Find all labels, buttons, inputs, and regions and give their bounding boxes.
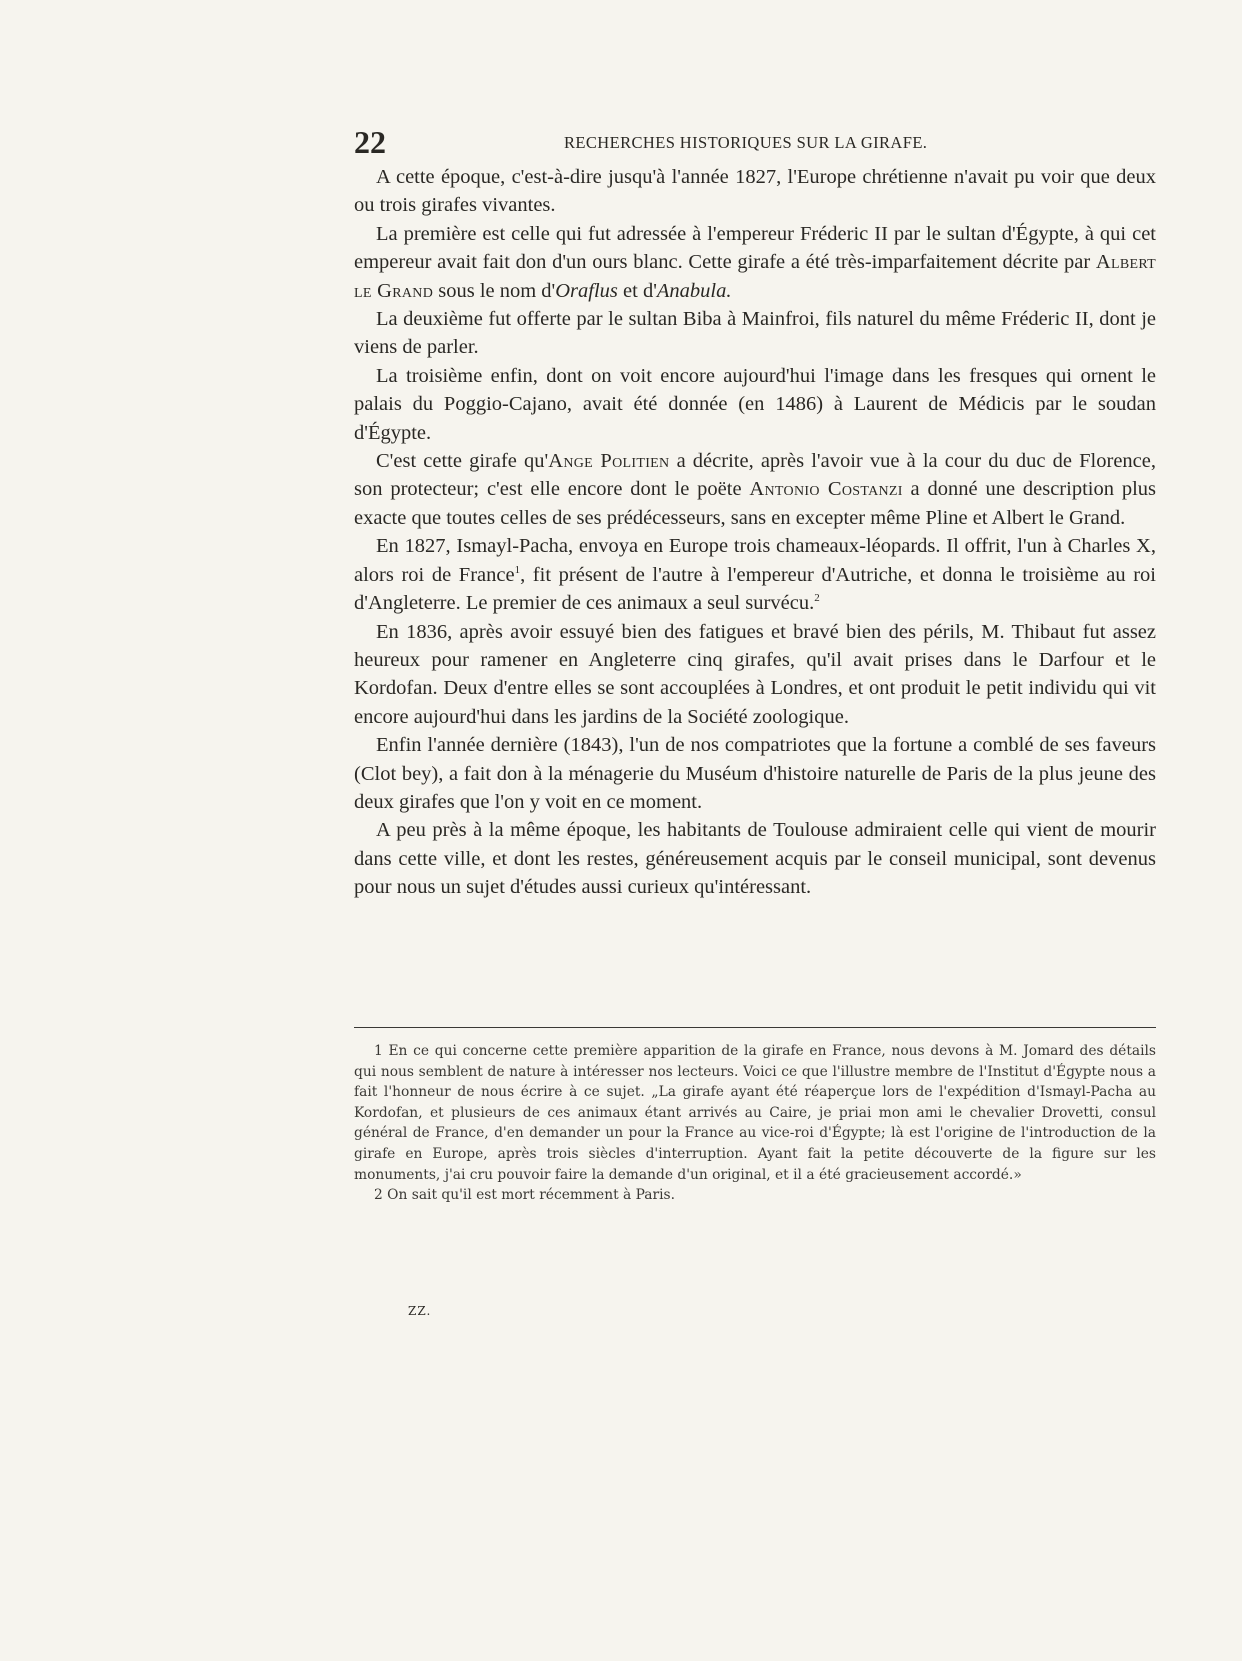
- paragraph-8: Enfin l'année dernière (1843), l'un de nos compatriotes que la fortune a comblé de ses faveurs (Clot bey), a fait don à la ménagerie du Muséum d'histoire naturelle de Paris de la plus jeune des deux girafes que l'on y voit en ce moment.: [354, 734, 1156, 813]
- running-title: RECHERCHES HISTORIQUES SUR LA GIRAFE.: [564, 133, 928, 152]
- footnote-divider: [354, 1027, 1156, 1028]
- paragraph-9: A peu près à la même époque, les habitants de Toulouse admiraient celle qui vient de mourir dans cette ville, et dont les restes, généreusement acquis par le conseil municipal, sont devenus pour nous un sujet d'études aussi curieux qu'intéressant.: [354, 819, 1156, 899]
- paragraph-3: La deuxième fut offerte par le sultan Biba à Mainfroi, fils naturel du même Fréderic II, dont je viens de parler.: [354, 308, 1156, 359]
- text-run: C'est cette girafe qu': [376, 450, 549, 473]
- text-run: , fit présent de l'autre à l'empereur d'Autriche, et donna le troisième au roi d'Angleterre. Le premier de ces animaux a seul survécu.: [354, 563, 1157, 615]
- paragraph-4: La troisième enfin, dont on voit encore aujourd'hui l'image dans les fresques qui ornent le palais du Poggio-Cajano, avait été donnée (en 1486) à Laurent de Médicis par le soudan d'Égypte.: [354, 364, 1156, 444]
- page-number: 22: [354, 124, 386, 160]
- author-name: Ange Politien: [548, 450, 670, 473]
- page-header: [354, 122, 994, 162]
- latin-term: Oraflus: [555, 279, 618, 302]
- text-run: a décrite, après l'avoir vue à la cour du duc de Florence, son protecteur; c'est elle encore dont le poëte: [354, 450, 1156, 501]
- text-run: En 1827, Ismayl-Pacha, envoya en Europe trois chameaux-léopards. Il offrit, l'un à Charles X, alors roi de France: [354, 535, 1156, 586]
- paragraph-5: [354, 447, 1156, 532]
- paragraph-6: [354, 532, 1156, 617]
- paragraph-2: [354, 220, 1156, 305]
- text-run: a donné une description plus exacte que toutes celles de ses prédécesseurs, sans en excepter même Pline et Albert le Grand.: [354, 478, 1156, 529]
- footnote-2: 2 On sait qu'il est mort récemment à Paris.: [374, 1187, 675, 1204]
- body-text: [354, 163, 1156, 902]
- footnote-marker: 1: [514, 563, 521, 576]
- text-run: sous le nom d': [433, 279, 556, 302]
- paragraph-1: A cette époque, c'est-à-dire jusqu'à l'année 1827, l'Europe chrétienne n'avait pu voir que deux ou trois girafes vivantes.: [354, 166, 1156, 217]
- latin-term: Anabula.: [656, 279, 732, 302]
- printer-signature-mark: ZZ.: [408, 1304, 432, 1318]
- footnote-marker: 2: [814, 592, 820, 605]
- footnotes: [354, 1041, 1156, 1206]
- paragraph-7: En 1836, après avoir essuyé bien des fatigues et bravé bien des périls, M. Thibaut fut assez heureux pour ramener en Angleterre cinq girafes, qu'il avait prises dans le Darfour et le Kordofan. Deux d'entre elles se sont accouplées à Londres, et ont produit le petit individu qui vit encore aujourd'hui dans les jardins de la Société zoologique.: [354, 620, 1156, 728]
- author-name: Antonio Costanzi: [749, 478, 903, 501]
- text-run: La première est celle qui fut adressée à l'empereur Fréderic II par le sultan d'Égypte, à qui cet empereur avait fait don d'un ours blanc. Cette girafe a été très-imparfaitement décrite par: [354, 222, 1156, 274]
- footnote-1: 1 En ce qui concerne cette première apparition de la girafe en France, nous devons à M. Jomard des détails qui nous semblent de nature à intéresser nos lecteurs. Voici ce que l'illustre membre de l'Institut d'Égypte nous a fait l'honneur de nous écrire à ce sujet. „La girafe ayant été réaperçue lors de l'expédition d'Ismayl-Pacha au Kordofan, et plusieurs de ces animaux étant arrivés au Caire, je priai mon ami le chevalier Drovetti, consul général de France, d'en demander un pour la France au vice-roi d'Égypte; là est l'origine de l'introduction de la girafe en Europe, après trois siècles d'interruption. Ayant fait la petite découverte de la figure sur les monuments, j'ai cru pouvoir faire la demande d'un original, et il a été gracieusement accordé.»: [354, 1043, 1156, 1183]
- author-name: Albert le Grand: [354, 251, 1156, 302]
- text-run: et d': [617, 279, 657, 302]
